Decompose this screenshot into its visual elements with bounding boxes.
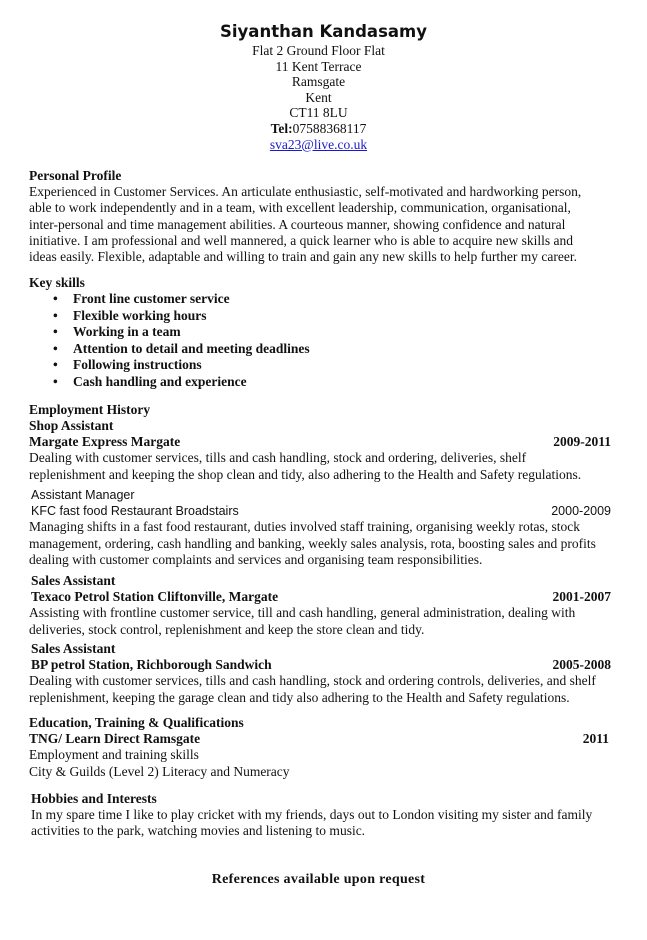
- references-note: References available upon request: [211, 872, 426, 887]
- job-description-line: Dealing with customer services, tills and cash handling, stock and ordering, deliveries, shelf: [29, 450, 527, 466]
- education-line: City & Guilds (Level 2) Literacy and Numeracy: [29, 763, 290, 779]
- job-title: Assistant Manager: [31, 488, 135, 502]
- address-line: Ramsgate: [291, 74, 346, 90]
- education-heading: Education, Training & Qualifications: [29, 715, 244, 730]
- tel-label: Tel:: [270, 120, 293, 136]
- skill-item: • Attention to detail and meeting deadlines: [73, 341, 611, 358]
- personal-profile-section: [29, 168, 611, 265]
- skill-item: • Flexible working hours: [73, 308, 611, 325]
- job-description-line: management, ordering, cash handling and banking, weekly sales analysis, rota, boosting sales and profits: [29, 535, 596, 551]
- profile-line: able to work independently and in a team, with excellent leadership, communication, organisational,: [29, 200, 571, 216]
- education-section: [29, 715, 609, 780]
- job-description-line: dealing with customer complaints and services and organising team responsibilities.: [29, 551, 483, 567]
- job-employer: Texaco Petrol Station Cliftonville, Margate: [31, 589, 279, 605]
- skill-item: • Cash handling and experience: [73, 374, 611, 391]
- job-description-line: Assisting with frontline customer service, till and cash handling, general administration, dealing with: [29, 605, 576, 621]
- job-title: Sales Assistant: [31, 573, 116, 588]
- education-year: 2011: [582, 731, 609, 747]
- job-entry: [29, 487, 611, 568]
- skill-item: • Front line customer service: [73, 291, 611, 308]
- job-description-line: deliveries, stock control, replenishment and keep the store clean and tidy.: [29, 621, 425, 637]
- job-entry: [29, 573, 611, 638]
- job-employer: KFC fast food Restaurant Broadstairs: [31, 504, 239, 519]
- job-dates: 2005-2008: [552, 657, 611, 673]
- profile-heading: Personal Profile: [29, 168, 122, 183]
- job-dates: 2009-2011: [553, 434, 611, 450]
- job-dates: 2001-2007: [552, 589, 611, 605]
- profile-line: Experienced in Customer Services. An articulate enthusiastic, self-motivated and hardworking person,: [29, 184, 582, 200]
- address-line: Flat 2 Ground Floor Flat: [252, 43, 385, 58]
- job-title: Shop Assistant: [29, 418, 114, 433]
- employment-heading-text: Employment History: [29, 402, 151, 417]
- hobbies-line: activities to the park, watching movies and listening to music.: [31, 823, 366, 839]
- address-line: Kent: [305, 89, 332, 105]
- skill-item: • Following instructions: [73, 357, 611, 374]
- hobbies-line: In my spare time I like to play cricket with my friends, days out to London visiting my sister and family: [31, 807, 593, 823]
- job-entry: [29, 641, 611, 706]
- contact-block: [0, 43, 637, 152]
- profile-line: inter-personal and time management abilities. A courteous manner, showing confidence and natural: [29, 216, 566, 232]
- skill-item: • Working in a team: [73, 324, 611, 341]
- skills-list: [29, 291, 611, 391]
- key-skills-section: [29, 275, 611, 391]
- hobbies-heading: Hobbies and Interests: [31, 791, 157, 806]
- job-employer: BP petrol Station, Richborough Sandwich: [31, 657, 272, 673]
- employment-heading: [29, 402, 611, 418]
- job-description-line: Managing shifts in a fast food restaurant, duties involved staff training, organising weekly rotas, stock: [29, 519, 581, 535]
- skills-heading: Key skills: [29, 275, 85, 290]
- job-description-line: replenishment, keeping the garage clean and tidy also adhering to the Health and Safety regulations.: [29, 689, 570, 705]
- hobbies-section: [31, 791, 613, 840]
- job-description-line: Dealing with customer services, tills and cash handling, stock and ordering controls, deliveries, and shelf: [29, 673, 596, 689]
- job-title: Sales Assistant: [31, 641, 116, 656]
- profile-line: ideas easily. Flexible, adaptable and willing to train and gain any new skills to help further my career.: [29, 249, 577, 265]
- email-link[interactable]: sva23@live.co.uk: [269, 136, 368, 152]
- job-employer: Margate Express Margate: [29, 434, 181, 450]
- job-description-line: replenishment and keeping the shop clean and tidy, also adhering to the Health and Safety regulations.: [29, 466, 582, 482]
- address-line: 11 Kent Terrace: [275, 58, 362, 74]
- candidate-name: Siyanthan Kandasamy: [220, 22, 427, 41]
- address-line: CT11 8LU: [289, 105, 348, 121]
- education-line: Employment and training skills: [29, 747, 199, 763]
- profile-line: initiative. I am professional and well mannered, a quick learner who is able to acquire new skills and: [29, 232, 573, 248]
- tel-value: 07588368117: [292, 120, 367, 136]
- job-dates: 2000-2009: [551, 504, 611, 519]
- education-provider: TNG/ Learn Direct Ramsgate: [29, 731, 201, 747]
- telephone-line: [0, 121, 637, 137]
- job-entry: [29, 418, 611, 483]
